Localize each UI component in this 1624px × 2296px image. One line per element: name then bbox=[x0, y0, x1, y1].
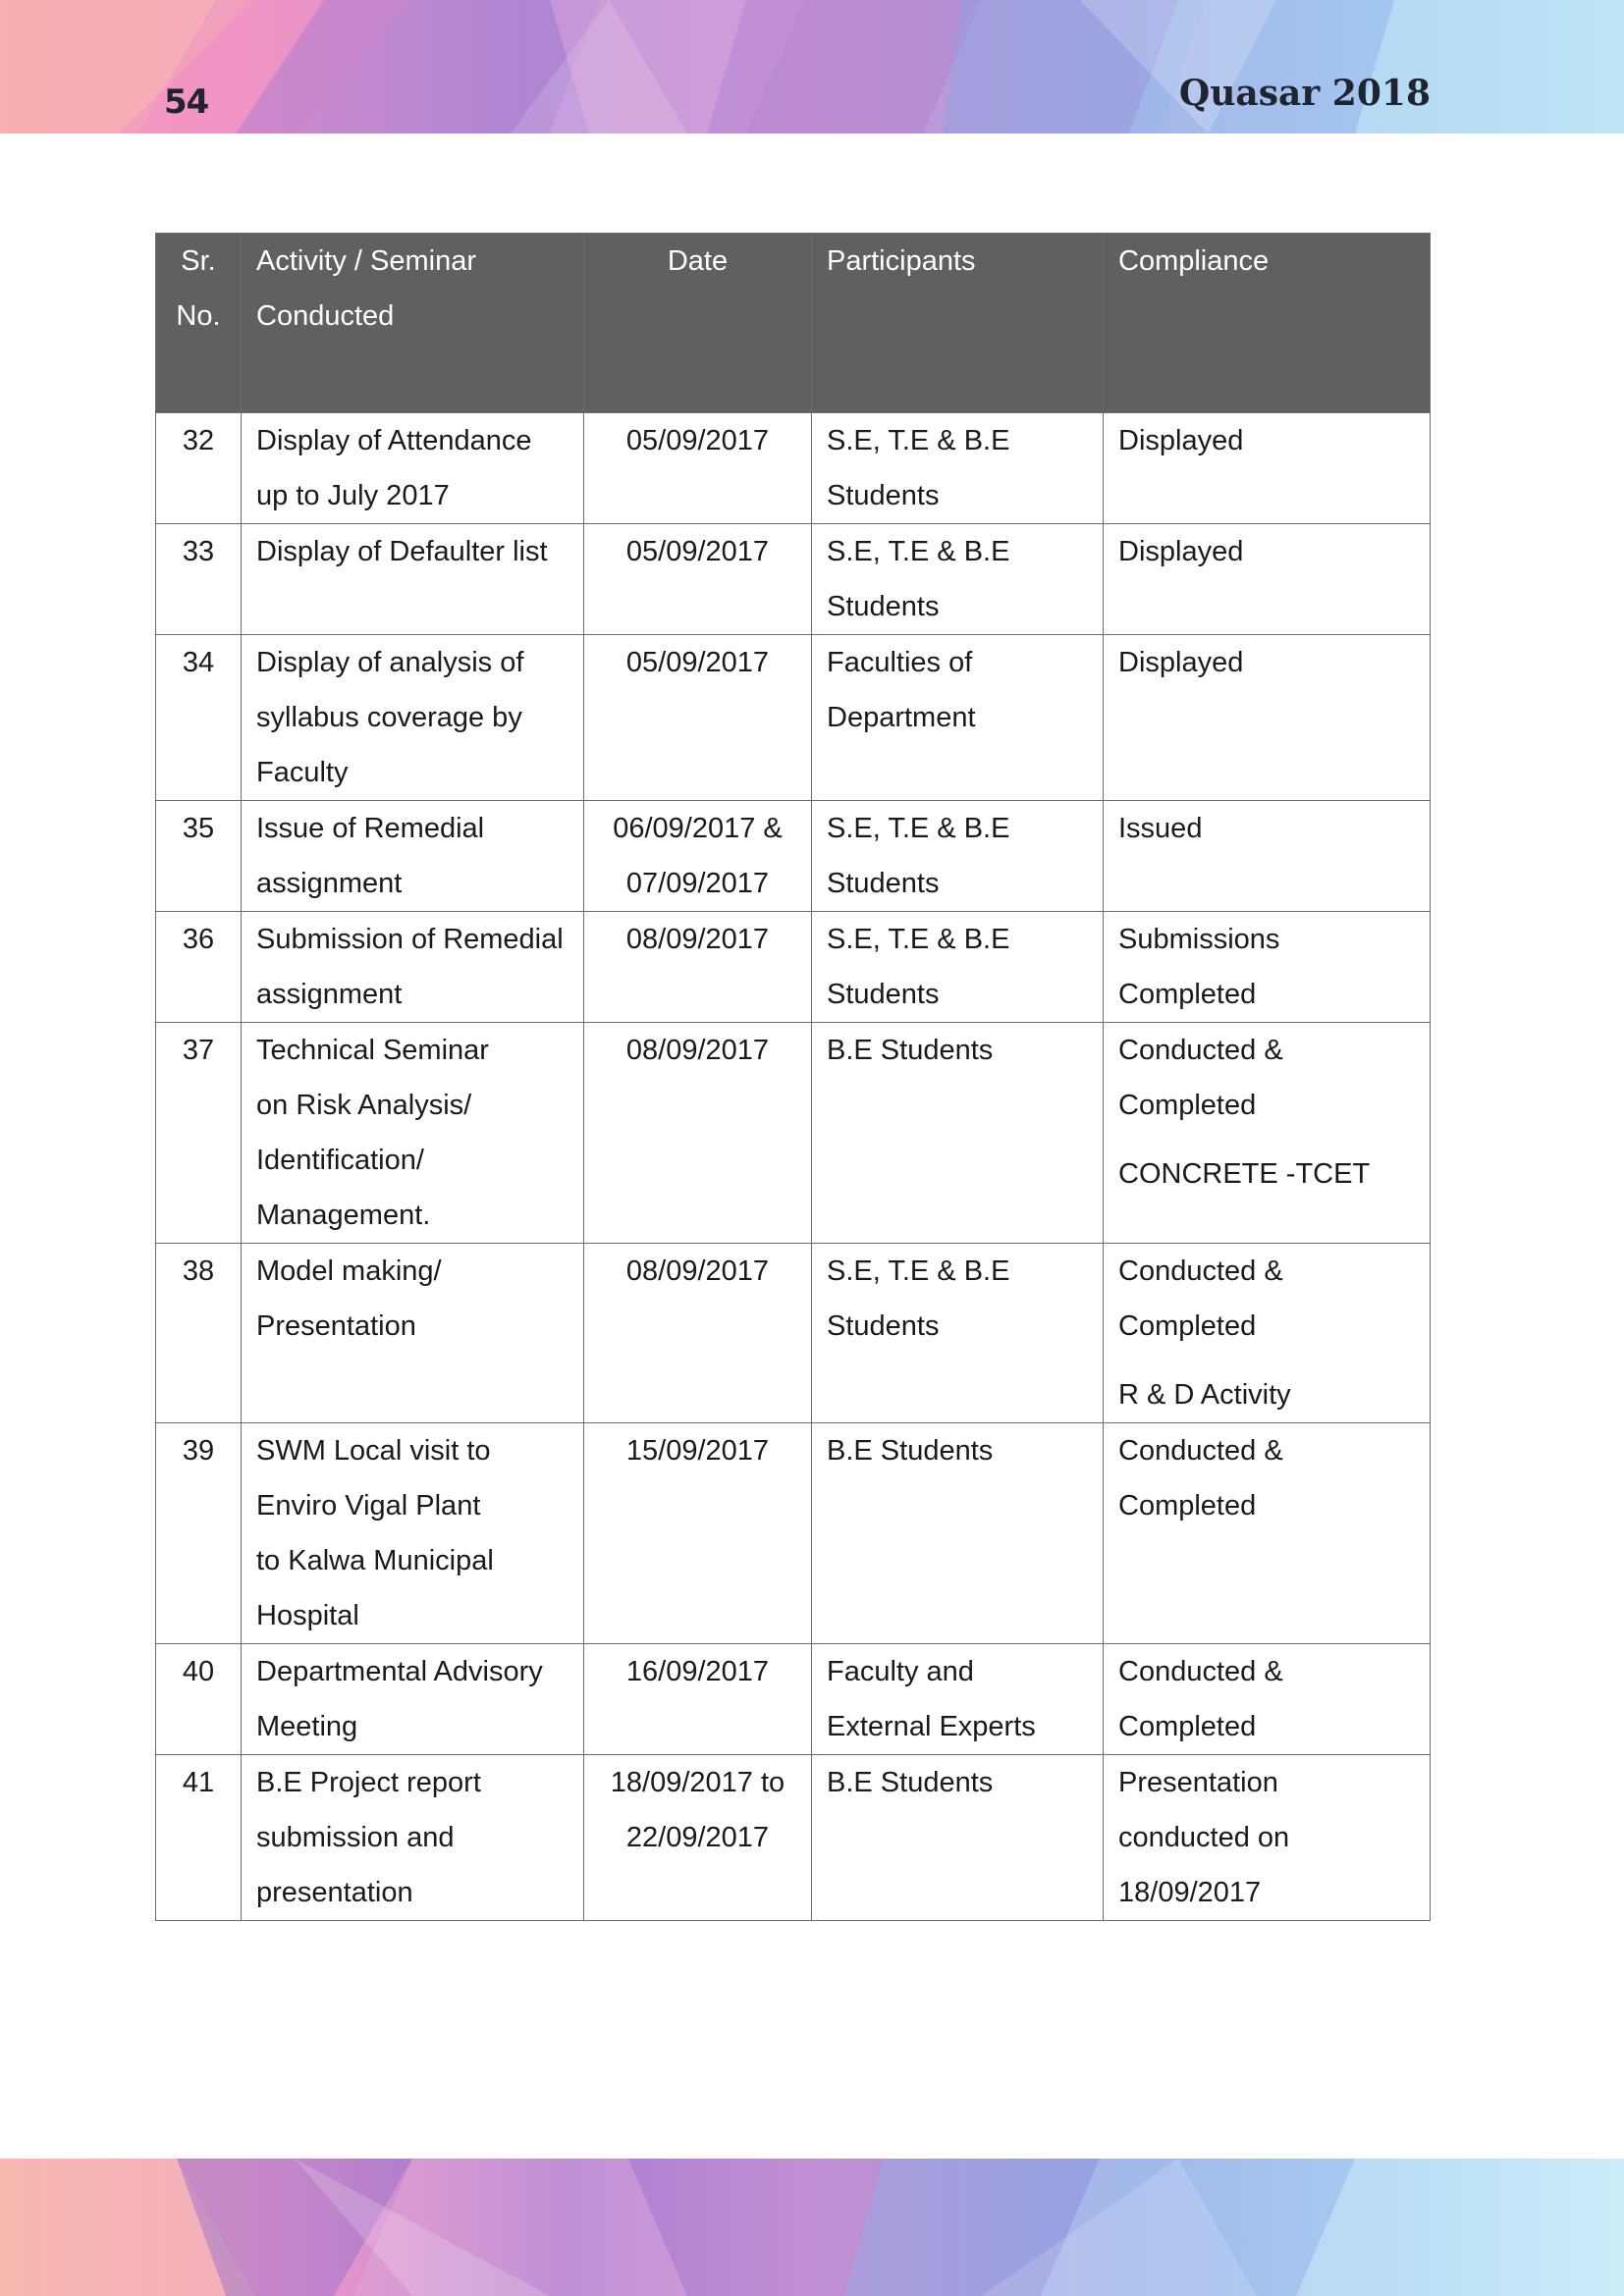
cell-date-line: 06/09/2017 & bbox=[613, 813, 783, 844]
cell-date bbox=[584, 1755, 812, 1921]
cell-compliance-line: Displayed bbox=[1118, 536, 1244, 567]
cell-participants-line: S.E, T.E & B.E bbox=[827, 924, 1010, 955]
cell-participants bbox=[812, 1644, 1104, 1755]
cell-compliance-line: Completed bbox=[1118, 1310, 1257, 1342]
cell-activity-line: presentation bbox=[256, 1877, 413, 1908]
publication-title: Quasar 2018 bbox=[1178, 73, 1431, 114]
cell-participants-line: S.E, T.E & B.E bbox=[827, 1255, 1010, 1287]
cell-activity bbox=[242, 912, 584, 1023]
cell-participants bbox=[812, 413, 1104, 524]
cell-date-line: 16/09/2017 bbox=[625, 1656, 770, 1687]
cell-sr-no: 35 bbox=[156, 801, 242, 912]
table-row bbox=[156, 912, 1431, 1023]
cell-compliance bbox=[1104, 801, 1431, 912]
cell-date bbox=[584, 1244, 812, 1423]
cell-compliance-line: conducted on bbox=[1118, 1822, 1290, 1853]
cell-date bbox=[584, 801, 812, 912]
cell-activity bbox=[242, 1755, 584, 1921]
cell-compliance bbox=[1104, 1244, 1431, 1423]
cell-date-line: 22/09/2017 bbox=[625, 1822, 770, 1853]
cell-date-line: 07/09/2017 bbox=[625, 868, 770, 899]
cell-participants bbox=[812, 524, 1104, 635]
cell-participants-line: B.E Students bbox=[827, 1035, 994, 1066]
cell-compliance bbox=[1104, 1023, 1431, 1244]
cell-date-line: 18/09/2017 to bbox=[610, 1767, 785, 1798]
cell-compliance-line: Completed bbox=[1118, 1090, 1257, 1121]
cell-participants-line: Faculty and bbox=[827, 1656, 974, 1687]
cell-participants-line: Students bbox=[827, 868, 940, 899]
cell-participants bbox=[812, 801, 1104, 912]
cell-participants-line: External Experts bbox=[827, 1711, 1036, 1742]
header-text: Conducted bbox=[256, 300, 395, 332]
cell-date-line: 08/09/2017 bbox=[625, 924, 770, 955]
cell-participants bbox=[812, 1023, 1104, 1244]
header-text: Activity / Seminar bbox=[256, 245, 476, 277]
cell-activity-line: Display of Defaulter list bbox=[256, 536, 548, 567]
cell-compliance-line: Displayed bbox=[1118, 425, 1244, 456]
table-body bbox=[156, 413, 1431, 1921]
table-row bbox=[156, 413, 1431, 524]
cell-activity-line: SWM Local visit to bbox=[256, 1435, 491, 1467]
cell-compliance-line: Conducted & bbox=[1118, 1255, 1283, 1287]
cell-participants bbox=[812, 912, 1104, 1023]
cell-activity-line: B.E Project report bbox=[256, 1767, 481, 1798]
cell-activity-line: Submission of Remedial bbox=[256, 924, 564, 955]
cell-date-line: 05/09/2017 bbox=[625, 647, 770, 678]
cell-compliance-note: CONCRETE -TCET bbox=[1118, 1158, 1371, 1190]
header-text: Sr. bbox=[181, 245, 216, 277]
cell-activity-line: assignment bbox=[256, 979, 403, 1010]
cell-sr-no: 37 bbox=[156, 1023, 242, 1244]
cell-participants-line: Students bbox=[827, 979, 940, 1010]
column-header-participants: Participants bbox=[812, 234, 1104, 413]
cell-activity-line: Model making/ bbox=[256, 1255, 442, 1287]
cell-activity bbox=[242, 1423, 584, 1644]
cell-participants bbox=[812, 635, 1104, 801]
cell-activity-line: syllabus coverage by bbox=[256, 702, 522, 733]
cell-compliance-note: R & D Activity bbox=[1118, 1379, 1291, 1411]
cell-compliance-line: Completed bbox=[1118, 979, 1257, 1010]
cell-participants-line: S.E, T.E & B.E bbox=[827, 536, 1010, 567]
cell-activity-line: on Risk Analysis/ bbox=[256, 1090, 472, 1121]
cell-date-line: 15/09/2017 bbox=[625, 1435, 770, 1467]
cell-participants-line: S.E, T.E & B.E bbox=[827, 813, 1010, 844]
cell-date bbox=[584, 635, 812, 801]
cell-activity bbox=[242, 1023, 584, 1244]
cell-compliance bbox=[1104, 1755, 1431, 1921]
cell-compliance-line: Presentation bbox=[1118, 1767, 1278, 1798]
table-row bbox=[156, 1423, 1431, 1644]
cell-compliance bbox=[1104, 912, 1431, 1023]
cell-date bbox=[584, 1644, 812, 1755]
table-row bbox=[156, 1644, 1431, 1755]
cell-activity bbox=[242, 635, 584, 801]
cell-compliance bbox=[1104, 413, 1431, 524]
cell-date bbox=[584, 1023, 812, 1244]
column-header-activity bbox=[242, 234, 584, 413]
cell-activity-line: Faculty bbox=[256, 757, 349, 788]
cell-sr-no: 38 bbox=[156, 1244, 242, 1423]
cell-sr-no: 39 bbox=[156, 1423, 242, 1644]
cell-sr-no: 33 bbox=[156, 524, 242, 635]
table-header-row bbox=[156, 234, 1431, 413]
cell-activity-line: submission and bbox=[256, 1822, 455, 1853]
cell-compliance-line: 18/09/2017 bbox=[1118, 1877, 1262, 1908]
cell-participants bbox=[812, 1423, 1104, 1644]
cell-compliance-line: Displayed bbox=[1118, 647, 1244, 678]
cell-compliance bbox=[1104, 524, 1431, 635]
table-row bbox=[156, 524, 1431, 635]
cell-compliance-line: Submissions bbox=[1118, 924, 1280, 955]
cell-activity bbox=[242, 524, 584, 635]
cell-activity-line: Departmental Advisory bbox=[256, 1656, 543, 1687]
cell-activity bbox=[242, 801, 584, 912]
cell-sr-no: 32 bbox=[156, 413, 242, 524]
header-text: No. bbox=[176, 300, 221, 332]
cell-activity-line: Meeting bbox=[256, 1711, 358, 1742]
page-number: 54 bbox=[164, 82, 209, 122]
cell-date bbox=[584, 413, 812, 524]
cell-participants bbox=[812, 1755, 1104, 1921]
cell-activity-line: Issue of Remedial bbox=[256, 813, 485, 844]
cell-activity bbox=[242, 1644, 584, 1755]
cell-compliance-line: Conducted & bbox=[1118, 1656, 1283, 1687]
cell-compliance-line: Completed bbox=[1118, 1490, 1257, 1522]
cell-date-line: 08/09/2017 bbox=[625, 1255, 770, 1287]
cell-activity bbox=[242, 413, 584, 524]
cell-activity-line: Presentation bbox=[256, 1310, 416, 1342]
table-row bbox=[156, 1755, 1431, 1921]
table-row bbox=[156, 1023, 1431, 1244]
cell-activity-line: up to July 2017 bbox=[256, 480, 450, 511]
cell-activity-line: Identification/ bbox=[256, 1145, 424, 1176]
cell-compliance-line: Issued bbox=[1118, 813, 1203, 844]
cell-participants-line: Faculties of bbox=[827, 647, 973, 678]
table-row bbox=[156, 635, 1431, 801]
cell-sr-no: 36 bbox=[156, 912, 242, 1023]
cell-compliance-line: Completed bbox=[1118, 1711, 1257, 1742]
cell-activity-line: Management. bbox=[256, 1200, 431, 1231]
cell-date bbox=[584, 912, 812, 1023]
cell-sr-no: 34 bbox=[156, 635, 242, 801]
cell-activity bbox=[242, 1244, 584, 1423]
cell-activity-line: Display of analysis of bbox=[256, 647, 524, 678]
column-header-date: Date bbox=[584, 234, 812, 413]
cell-date bbox=[584, 524, 812, 635]
cell-sr-no: 40 bbox=[156, 1644, 242, 1755]
cell-activity-line: to Kalwa Municipal bbox=[256, 1545, 494, 1576]
activities-table bbox=[155, 233, 1431, 1921]
cell-participants-line: B.E Students bbox=[827, 1435, 994, 1467]
footer-banner bbox=[0, 2159, 1624, 2296]
column-header-sr-no bbox=[156, 234, 242, 413]
cell-sr-no: 41 bbox=[156, 1755, 242, 1921]
cell-participants-line: Students bbox=[827, 1310, 940, 1342]
cell-participants bbox=[812, 1244, 1104, 1423]
table-row bbox=[156, 1244, 1431, 1423]
cell-participants-line: S.E, T.E & B.E bbox=[827, 425, 1010, 456]
cell-participants-line: Department bbox=[827, 702, 976, 733]
cell-activity-line: Technical Seminar bbox=[256, 1035, 489, 1066]
table-row bbox=[156, 801, 1431, 912]
cell-compliance-line: Conducted & bbox=[1118, 1035, 1283, 1066]
footer-banner-art bbox=[0, 2159, 1624, 2296]
cell-date-line: 05/09/2017 bbox=[625, 536, 770, 567]
cell-participants-line: Students bbox=[827, 480, 940, 511]
cell-compliance bbox=[1104, 635, 1431, 801]
cell-compliance bbox=[1104, 1644, 1431, 1755]
cell-date bbox=[584, 1423, 812, 1644]
cell-activity-line: Hospital bbox=[256, 1600, 359, 1631]
cell-date-line: 08/09/2017 bbox=[625, 1035, 770, 1066]
cell-participants-line: Students bbox=[827, 591, 940, 622]
cell-compliance-line: Conducted & bbox=[1118, 1435, 1283, 1467]
cell-activity-line: Enviro Vigal Plant bbox=[256, 1490, 481, 1522]
cell-activity-line: assignment bbox=[256, 868, 403, 899]
column-header-compliance: Compliance bbox=[1104, 234, 1431, 413]
cell-activity-line: Display of Attendance bbox=[256, 425, 532, 456]
cell-participants-line: B.E Students bbox=[827, 1767, 994, 1798]
cell-date-line: 05/09/2017 bbox=[625, 425, 770, 456]
cell-compliance bbox=[1104, 1423, 1431, 1644]
